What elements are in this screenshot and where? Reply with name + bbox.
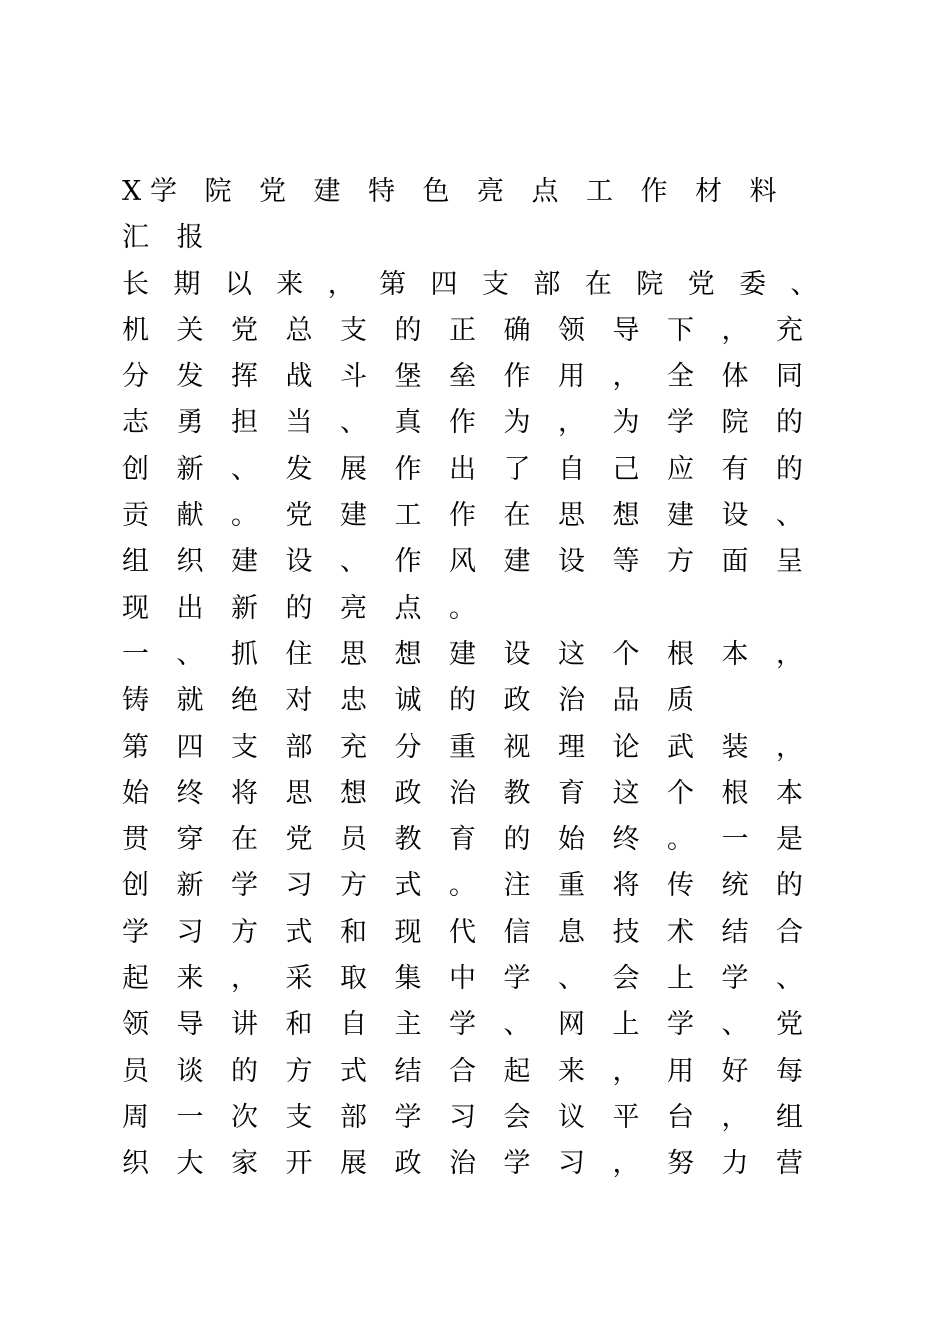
body-text-line: 员 谈 的 方 式 结 合 起 来 ， 用 好 每 [122, 1055, 803, 1087]
body-text-line: 周 一 次 支 部 学 习 会 议 平 台 ， 组 [122, 1101, 803, 1133]
body-text-line: 创 新 、 发 展 作 出 了 自 己 应 有 的 [122, 453, 803, 485]
body-text-line: 织 大 家 开 展 政 治 学 习 ， 努 力 营 [122, 1148, 803, 1180]
body-text-line: 长 期 以 来 ， 第 四 支 部 在 院 党 委 、 [122, 268, 818, 300]
body-text-line: 一 、 抓 住 思 想 建 设 这 个 根 本 ， [122, 638, 803, 670]
document-body [122, 169, 842, 1188]
document-title-line-1: X 学 院 党 建 特 色 亮 点 工 作 材 料 [122, 176, 777, 207]
body-text-line: 铸 就 绝 对 忠 诚 的 政 治 品 质 [122, 685, 694, 717]
body-text-line: 领 导 讲 和 自 主 学 、 网 上 学 、 党 [122, 1009, 803, 1041]
body-text-line: 学 习 方 式 和 现 代 信 息 技 术 结 合 [122, 916, 803, 948]
body-text-line: 现 出 新 的 亮 点 。 [122, 592, 476, 624]
body-text-line: 第 四 支 部 充 分 重 视 理 论 武 装 ， [122, 731, 803, 763]
body-text-line: 分 发 挥 战 斗 堡 垒 作 用 ， 全 体 同 [122, 361, 803, 393]
body-text-line: 机 关 党 总 支 的 正 确 领 导 下 ， 充 [122, 314, 803, 346]
body-text-line: 始 终 将 思 想 政 治 教 育 这 个 根 本 [122, 777, 803, 809]
document-title-line-2: 汇 报 [122, 222, 204, 254]
body-text-line: 创 新 学 习 方 式 。 注 重 将 传 统 的 [122, 870, 803, 902]
body-text-line: 贡 献 。 党 建 工 作 在 思 想 建 设 、 [122, 500, 803, 532]
body-text-line: 组 织 建 设 、 作 风 建 设 等 方 面 呈 [122, 546, 803, 578]
body-text-line: 贯 穿 在 党 员 教 育 的 始 终 。 一 是 [122, 824, 803, 856]
body-text-line: 志 勇 担 当 、 真 作 为 ， 为 学 院 的 [122, 407, 803, 439]
body-text-line: 起 来 ， 采 取 集 中 学 、 会 上 学 、 [122, 963, 803, 995]
